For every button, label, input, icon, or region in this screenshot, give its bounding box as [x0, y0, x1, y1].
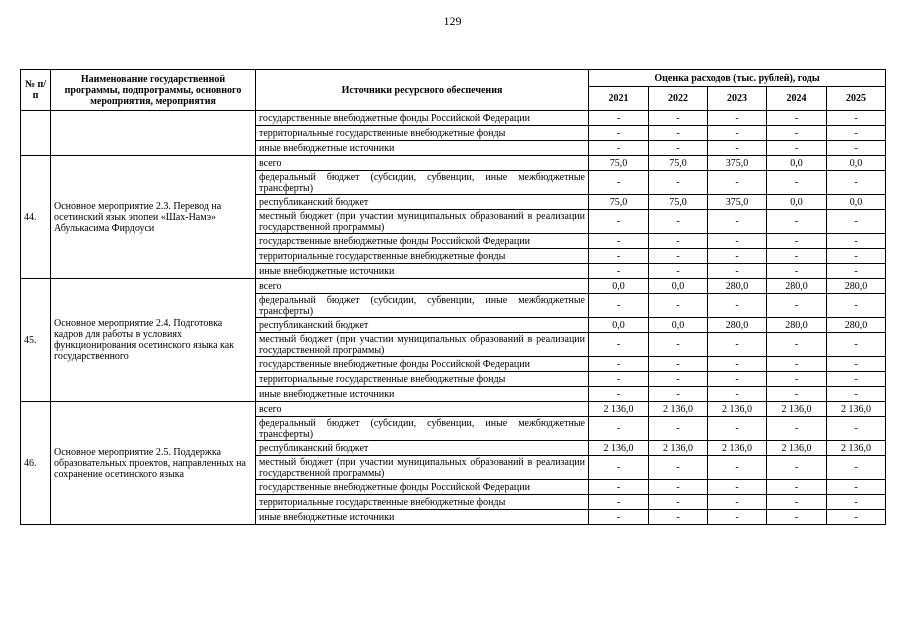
source-cell: местный бюджет (при участии муниципальных образований в реализации государственной программы) [256, 333, 589, 357]
value-cell: - [708, 372, 767, 387]
source-cell: государственные внебюджетные фонды Российской Федерации [256, 357, 589, 372]
measure-number [21, 111, 51, 156]
value-cell: - [767, 456, 827, 480]
value-cell: - [827, 456, 886, 480]
value-cell: - [767, 171, 827, 195]
source-cell: иные внебюджетные источники [256, 141, 589, 156]
source-cell: республиканский бюджет [256, 441, 589, 456]
value-cell: - [649, 210, 708, 234]
header-year: 2024 [767, 87, 827, 111]
source-cell: государственные внебюджетные фонды Российской Федерации [256, 234, 589, 249]
value-cell: 2 136,0 [649, 402, 708, 417]
value-cell: - [708, 249, 767, 264]
value-cell: - [649, 171, 708, 195]
value-cell: - [589, 372, 649, 387]
value-cell: - [589, 480, 649, 495]
value-cell: - [649, 126, 708, 141]
value-cell: 280,0 [767, 318, 827, 333]
value-cell: - [589, 333, 649, 357]
value-cell: - [767, 510, 827, 525]
value-cell: - [708, 171, 767, 195]
value-cell: - [649, 387, 708, 402]
measure-number: 46. [21, 402, 51, 525]
value-cell: - [589, 249, 649, 264]
value-cell: 280,0 [708, 318, 767, 333]
value-cell: 0,0 [767, 156, 827, 171]
value-cell: - [589, 495, 649, 510]
value-cell: - [649, 264, 708, 279]
value-cell: - [649, 510, 708, 525]
value-cell: - [708, 387, 767, 402]
value-cell: 280,0 [827, 279, 886, 294]
measure-name: Основное мероприятие 2.5. Поддержка образовательных проектов, направленных на сохранение осетинского языка [51, 402, 256, 525]
value-cell: - [649, 357, 708, 372]
measure-number: 45. [21, 279, 51, 402]
value-cell: 280,0 [827, 318, 886, 333]
value-cell: - [649, 495, 708, 510]
source-cell: государственные внебюджетные фонды Российской Федерации [256, 111, 589, 126]
table-row [21, 279, 886, 294]
value-cell: - [767, 126, 827, 141]
value-cell: - [649, 372, 708, 387]
value-cell: - [649, 234, 708, 249]
budget-table [20, 69, 886, 525]
value-cell: - [649, 333, 708, 357]
value-cell: - [827, 333, 886, 357]
source-cell: федеральный бюджет (субсидии, субвенции, иные межбюджетные трансферты) [256, 294, 589, 318]
value-cell: - [649, 417, 708, 441]
value-cell: 0,0 [827, 156, 886, 171]
value-cell: 75,0 [649, 195, 708, 210]
measure-name: Основное мероприятие 2.4. Подготовка кадров для работы в условиях функционирования осетинского языка как государственного [51, 279, 256, 402]
value-cell: - [827, 357, 886, 372]
value-cell: - [767, 210, 827, 234]
value-cell: 2 136,0 [589, 402, 649, 417]
value-cell: - [827, 249, 886, 264]
value-cell: 375,0 [708, 156, 767, 171]
value-cell: - [708, 294, 767, 318]
value-cell: - [589, 510, 649, 525]
header-year: 2025 [827, 87, 886, 111]
value-cell: - [649, 456, 708, 480]
value-cell: - [827, 141, 886, 156]
value-cell: - [708, 495, 767, 510]
value-cell: - [708, 417, 767, 441]
value-cell: - [589, 234, 649, 249]
value-cell: - [767, 141, 827, 156]
value-cell: - [708, 210, 767, 234]
source-cell: территориальные государственные внебюджетные фонды [256, 249, 589, 264]
header-year: 2022 [649, 87, 708, 111]
source-cell: государственные внебюджетные фонды Российской Федерации [256, 480, 589, 495]
table-row [21, 156, 886, 171]
source-cell: местный бюджет (при участии муниципальных образований в реализации государственной программы) [256, 456, 589, 480]
value-cell: - [649, 294, 708, 318]
table-row [21, 111, 886, 126]
header-name: Наименование государственной программы, подпрограммы, основного мероприятия, мероприятия [51, 70, 256, 111]
value-cell: - [649, 480, 708, 495]
source-cell: республиканский бюджет [256, 195, 589, 210]
source-cell: иные внебюджетные источники [256, 264, 589, 279]
value-cell: - [767, 234, 827, 249]
value-cell: - [767, 264, 827, 279]
value-cell: - [589, 456, 649, 480]
value-cell: - [589, 210, 649, 234]
value-cell: 280,0 [767, 279, 827, 294]
value-cell: - [767, 372, 827, 387]
header-source: Источники ресурсного обеспечения [256, 70, 589, 111]
value-cell: 0,0 [649, 279, 708, 294]
value-cell: 2 136,0 [767, 441, 827, 456]
value-cell: 0,0 [649, 318, 708, 333]
value-cell: - [827, 510, 886, 525]
value-cell: 75,0 [589, 156, 649, 171]
value-cell: - [649, 141, 708, 156]
value-cell: 2 136,0 [589, 441, 649, 456]
value-cell: - [589, 111, 649, 126]
value-cell: 375,0 [708, 195, 767, 210]
value-cell: - [767, 387, 827, 402]
value-cell: - [589, 264, 649, 279]
measure-name [51, 111, 256, 156]
value-cell: - [827, 294, 886, 318]
source-cell: всего [256, 279, 589, 294]
value-cell: - [708, 357, 767, 372]
source-cell: территориальные государственные внебюджетные фонды [256, 126, 589, 141]
value-cell: - [589, 141, 649, 156]
measure-number: 44. [21, 156, 51, 279]
value-cell: 0,0 [589, 279, 649, 294]
value-cell: - [767, 495, 827, 510]
source-cell: республиканский бюджет [256, 318, 589, 333]
value-cell: 75,0 [589, 195, 649, 210]
header-year: 2021 [589, 87, 649, 111]
value-cell: - [827, 387, 886, 402]
value-cell: 2 136,0 [827, 441, 886, 456]
value-cell: - [649, 111, 708, 126]
value-cell: - [589, 294, 649, 318]
value-cell: 0,0 [827, 195, 886, 210]
value-cell: - [827, 234, 886, 249]
value-cell: - [708, 456, 767, 480]
value-cell: - [767, 249, 827, 264]
value-cell: - [767, 294, 827, 318]
source-cell: всего [256, 402, 589, 417]
value-cell: - [589, 417, 649, 441]
value-cell: 2 136,0 [708, 402, 767, 417]
source-cell: всего [256, 156, 589, 171]
source-cell: иные внебюджетные источники [256, 387, 589, 402]
value-cell: - [827, 171, 886, 195]
source-cell: территориальные государственные внебюджетные фонды [256, 372, 589, 387]
value-cell: - [708, 111, 767, 126]
header-year: 2023 [708, 87, 767, 111]
value-cell: 0,0 [589, 318, 649, 333]
value-cell: 2 136,0 [767, 402, 827, 417]
value-cell: - [767, 417, 827, 441]
value-cell: 75,0 [649, 156, 708, 171]
value-cell: - [827, 111, 886, 126]
value-cell: - [708, 510, 767, 525]
page-number: 129 [443, 14, 462, 28]
value-cell: - [827, 372, 886, 387]
value-cell: - [708, 126, 767, 141]
value-cell: 2 136,0 [827, 402, 886, 417]
header-estimate: Оценка расходов (тыс. рублей), годы [589, 70, 886, 87]
value-cell: - [589, 171, 649, 195]
table-body [21, 111, 886, 525]
value-cell: - [589, 387, 649, 402]
source-cell: федеральный бюджет (субсидии, субвенции, иные межбюджетные трансферты) [256, 171, 589, 195]
value-cell: - [827, 264, 886, 279]
value-cell: - [827, 480, 886, 495]
value-cell: 2 136,0 [708, 441, 767, 456]
value-cell: - [708, 480, 767, 495]
value-cell: 0,0 [767, 195, 827, 210]
source-cell: местный бюджет (при участии муниципальных образований в реализации государственной программы) [256, 210, 589, 234]
value-cell: - [708, 141, 767, 156]
value-cell: - [708, 234, 767, 249]
value-cell: - [827, 126, 886, 141]
value-cell: - [767, 111, 827, 126]
value-cell: - [649, 249, 708, 264]
value-cell: - [708, 264, 767, 279]
source-cell: иные внебюджетные источники [256, 510, 589, 525]
value-cell: - [827, 495, 886, 510]
value-cell: 280,0 [708, 279, 767, 294]
header-number: № п/п [21, 70, 51, 111]
value-cell: - [589, 126, 649, 141]
measure-name: Основное мероприятие 2.3. Перевод на осетинский язык эпопеи «Шах-Намэ» Абулькасима Фирдоуси [51, 156, 256, 279]
source-cell: территориальные государственные внебюджетные фонды [256, 495, 589, 510]
value-cell: 2 136,0 [649, 441, 708, 456]
value-cell: - [767, 333, 827, 357]
table-row [21, 402, 886, 417]
source-cell: федеральный бюджет (субсидии, субвенции, иные межбюджетные трансферты) [256, 417, 589, 441]
value-cell: - [589, 357, 649, 372]
value-cell: - [767, 480, 827, 495]
value-cell: - [827, 210, 886, 234]
value-cell: - [708, 333, 767, 357]
value-cell: - [827, 417, 886, 441]
value-cell: - [767, 357, 827, 372]
